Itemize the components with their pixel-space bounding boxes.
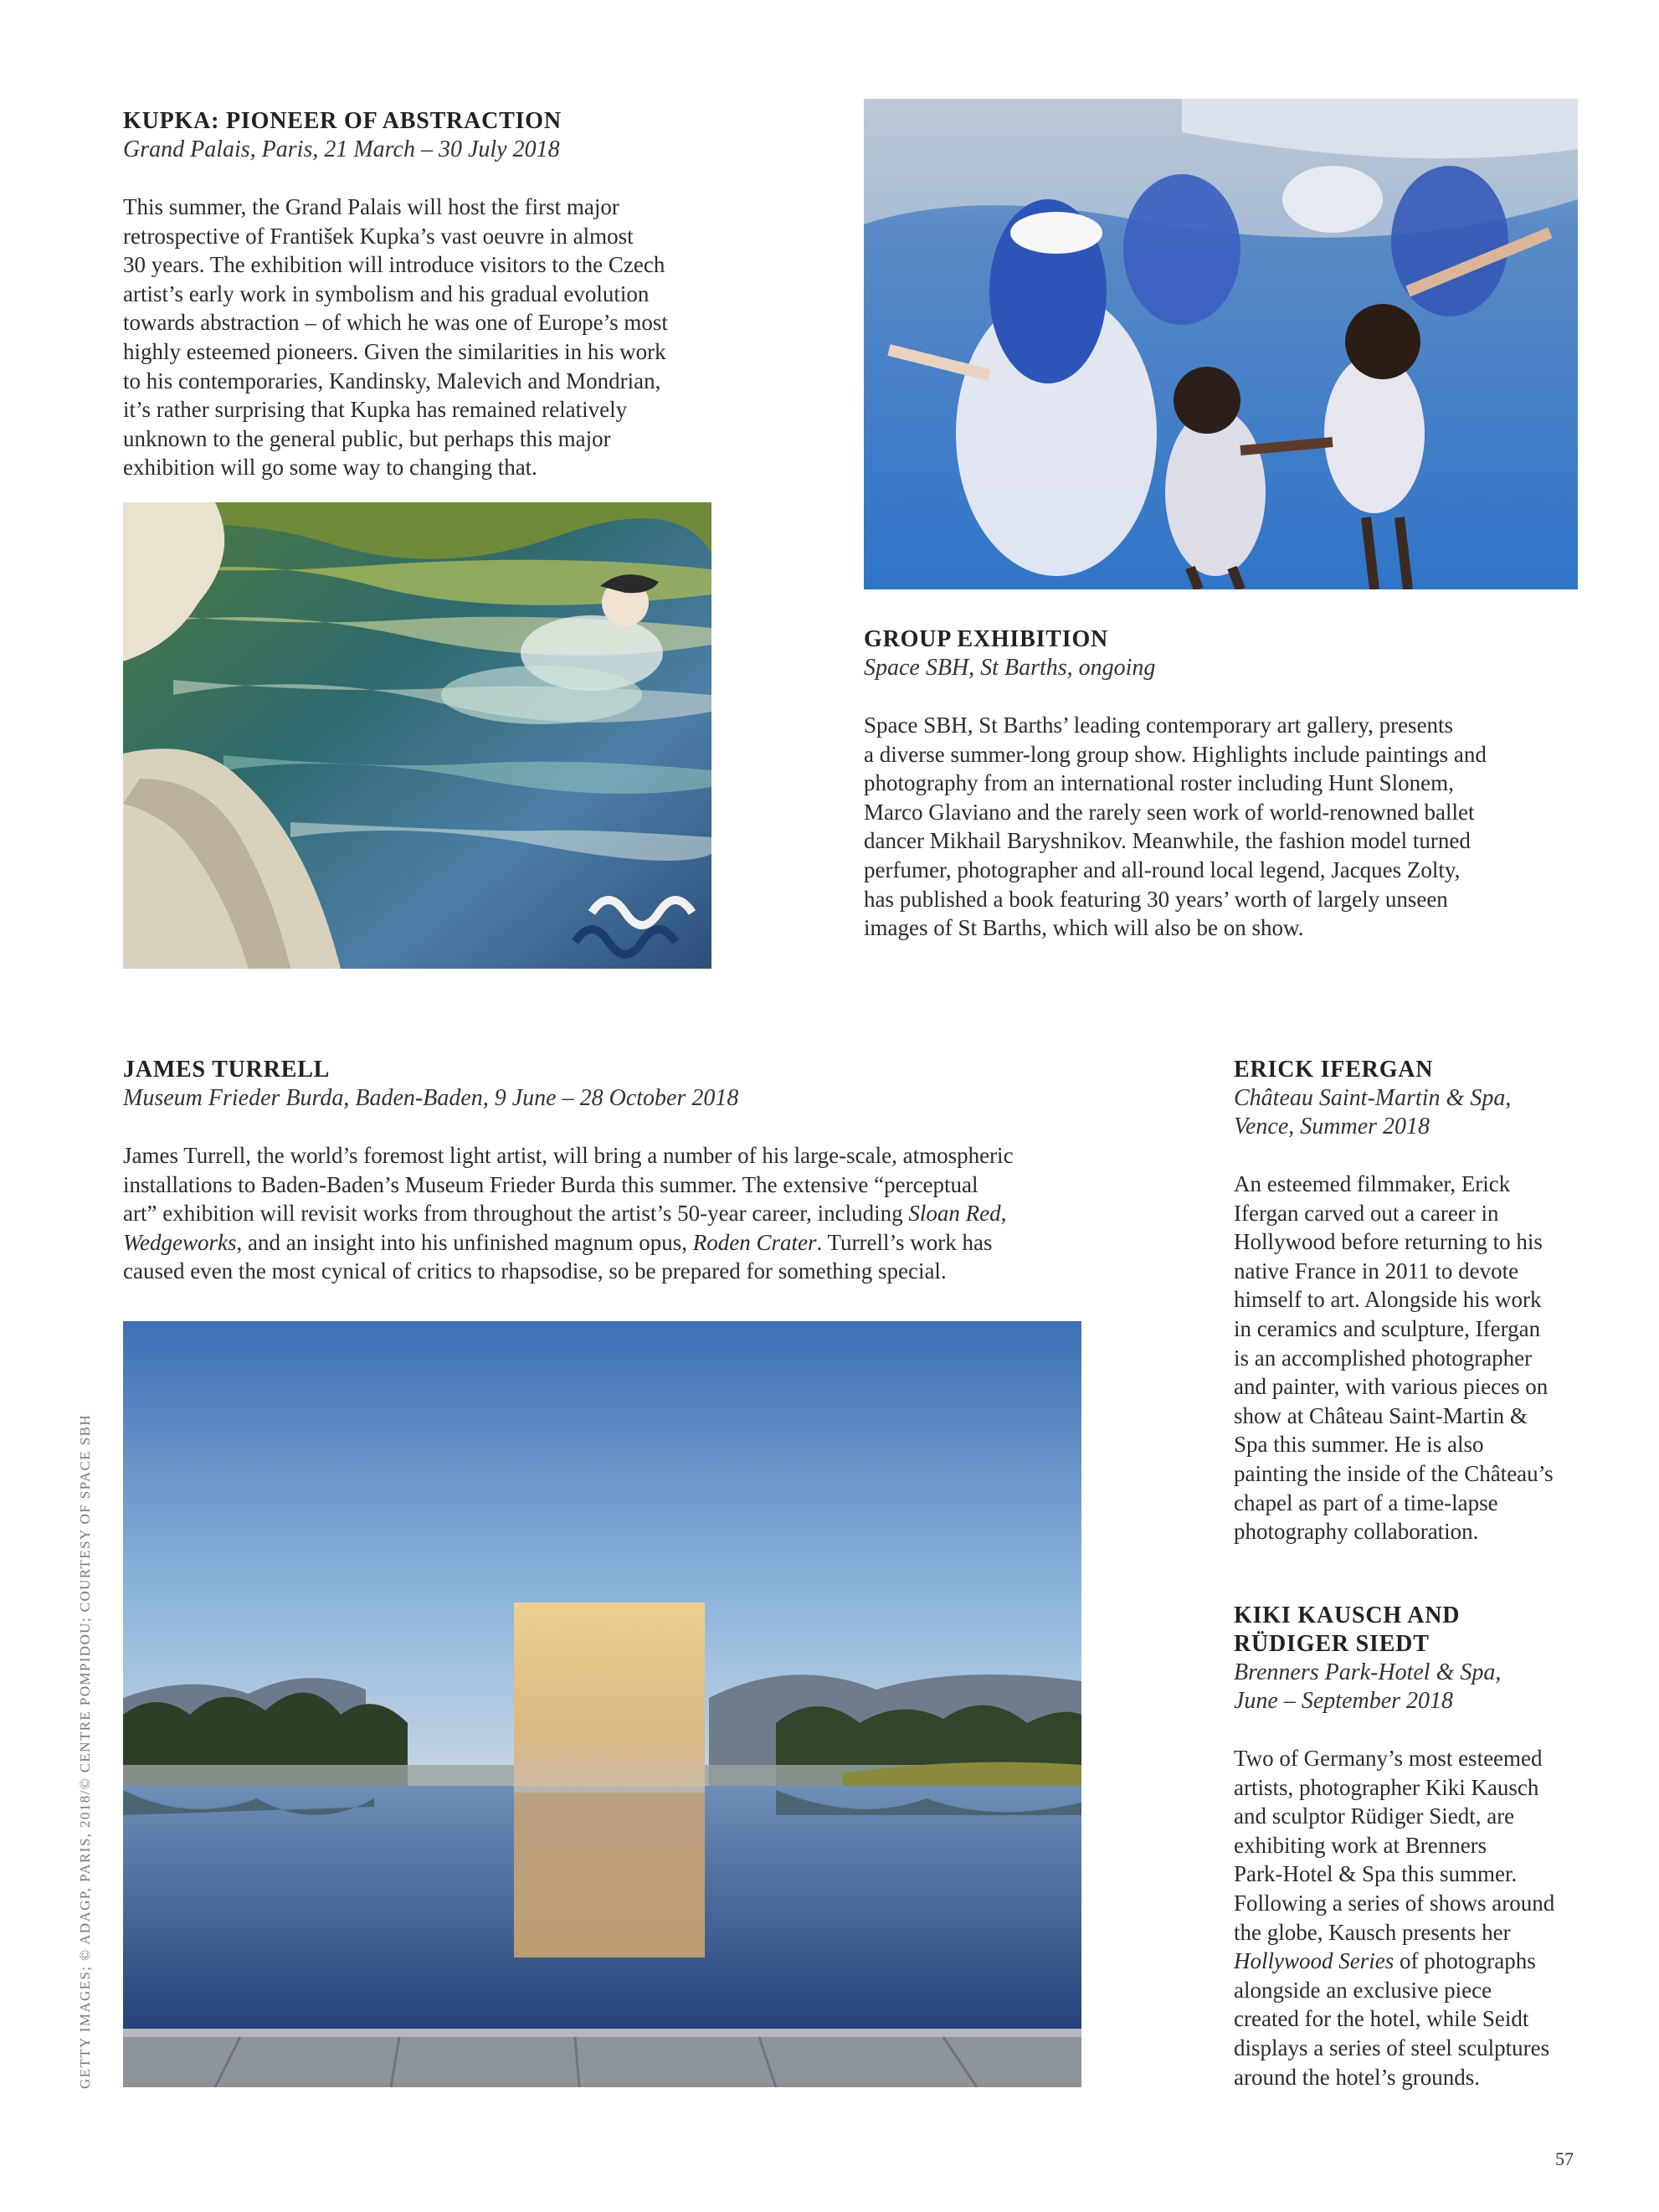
kausch-line: Two of Germany’s most esteemed xyxy=(1234,1746,1543,1771)
kupka-line: towards abstraction – of which he was one of Europe’s most xyxy=(123,310,668,336)
turrell-work-title: Wedgeworks xyxy=(123,1229,237,1255)
turrell-line: , xyxy=(1000,1201,1007,1227)
kausch-line: alongside an exclusive piece xyxy=(1234,1977,1492,2003)
ifergan-line: native France in 2011 to devote xyxy=(1234,1258,1519,1283)
ifergan-subtitle xyxy=(1234,1084,1636,1141)
article-james-turrell xyxy=(123,1056,1127,1286)
kausch-subtitle-line: June – September 2018 xyxy=(1234,1688,1454,1714)
ifergan-subtitle-line: Château Saint-Martin & Spa, xyxy=(1234,1085,1512,1111)
group-subtitle: Space SBH, St Barths, ongoing xyxy=(864,655,1156,681)
article-group-exhibition xyxy=(864,625,1617,943)
kausch-line: created for the hotel, while Seidt xyxy=(1234,2006,1529,2032)
kupka-line: exhibition will go some way to changing that. xyxy=(123,455,537,481)
turrell-line: installations to Baden-Baden’s Museum Frieder Burda this summer. The extensive “perceptual xyxy=(123,1171,978,1197)
group-title: GROUP EXHIBITION xyxy=(864,626,1109,652)
turrell-line: caused even the most cynical of critics to rhapsodise, so be prepared for something special. xyxy=(123,1258,947,1284)
ifergan-line: in ceramics and sculpture, Ifergan xyxy=(1234,1315,1541,1341)
turrell-title: JAMES TURRELL xyxy=(123,1057,331,1083)
ifergan-line: Hollywood before returning to his xyxy=(1234,1229,1543,1255)
kupka-title: KUPKA: PIONEER OF ABSTRACTION xyxy=(123,108,562,134)
kausch-line: artists, photographer Kiki Kausch xyxy=(1234,1774,1539,1800)
kausch-line: displays a series of steel sculptures xyxy=(1234,2035,1550,2060)
group-line: images of St Barths, which will also be on show. xyxy=(864,915,1304,941)
ifergan-line: Spa this summer. He is also xyxy=(1234,1432,1484,1458)
turrell-subtitle: Museum Frieder Burda, Baden-Baden, 9 June – 28 October 2018 xyxy=(123,1085,739,1111)
article-kausch-siedt xyxy=(1234,1602,1636,2091)
kausch-series-title: Hollywood Series xyxy=(1234,1948,1394,1974)
ifergan-line: himself to art. Alongside his work xyxy=(1234,1287,1542,1313)
group-line: perfumer, photographer and all-round local legend, Jacques Zolty, xyxy=(864,857,1461,882)
group-line: dancer Mikhail Baryshnikov. Meanwhile, the fashion model turned xyxy=(864,828,1471,854)
kausch-subtitle-line: Brenners Park-Hotel & Spa, xyxy=(1234,1659,1502,1685)
kausch-body xyxy=(1234,1744,1636,2091)
kausch-title xyxy=(1234,1602,1636,1659)
kupka-line: it’s rather surprising that Kupka has remained relatively xyxy=(123,397,628,423)
kupka-line: 30 years. The exhibition will introduce visitors to the Czech xyxy=(123,252,665,278)
kausch-subtitle xyxy=(1234,1659,1636,1716)
kausch-line: Park-Hotel & Spa this summer. xyxy=(1234,1861,1518,1887)
kausch-title-line: RÜDIGER SIEDT xyxy=(1234,1631,1430,1657)
turrell-installation-image xyxy=(123,1321,1081,2087)
ifergan-subtitle-line: Vence, Summer 2018 xyxy=(1234,1114,1430,1139)
group-line: Space SBH, St Barths’ leading contemporary art gallery, presents xyxy=(864,712,1454,738)
photo-credit: GETTY IMAGES; © ADAGP, PARIS, 2018/© CENTRE POMPIDOU; COURTESY OF SPACE SBH xyxy=(77,1414,93,2089)
ifergan-line: An esteemed filmmaker, Erick xyxy=(1234,1171,1511,1196)
turrell-line: . Turrell’s work has xyxy=(816,1229,993,1255)
turrell-line: James Turrell, the world’s foremost light artist, will bring a number of his large-scale, atmospheric xyxy=(123,1143,1014,1168)
kupka-subtitle: Grand Palais, Paris, 21 March – 30 July 2018 xyxy=(123,136,560,162)
ifergan-line: Ifergan carved out a career in xyxy=(1234,1200,1499,1226)
group-line: a diverse summer-long group show. Highlights include paintings and xyxy=(864,741,1487,767)
kausch-line: exhibiting work at Brenners xyxy=(1234,1832,1487,1858)
kupka-body xyxy=(123,193,742,482)
ifergan-line: and painter, with various pieces on xyxy=(1234,1374,1549,1400)
ifergan-line: show at Château Saint-Martin & xyxy=(1234,1402,1528,1428)
kausch-line: around the hotel’s grounds. xyxy=(1234,2064,1480,2090)
turrell-work-title: Sloan Red xyxy=(908,1201,1001,1227)
kausch-line: Following a series of shows around xyxy=(1234,1890,1555,1916)
group-line: Marco Glaviano and the rarely seen work of world-renowned ballet xyxy=(864,799,1475,825)
ifergan-line: chapel as part of a time-lapse xyxy=(1234,1489,1498,1515)
dancers-photo-image xyxy=(864,99,1578,589)
article-kupka xyxy=(123,107,742,482)
ifergan-body xyxy=(1234,1170,1636,1546)
kupka-line: artist’s early work in symbolism and his gradual evolution xyxy=(123,280,650,306)
ifergan-title: ERICK IFERGAN xyxy=(1234,1057,1434,1083)
turrell-line: , and an insight into his unfinished magnum opus, xyxy=(236,1229,693,1255)
kausch-line: the globe, Kausch presents her xyxy=(1234,1919,1511,1945)
kausch-title-line: KIKI KAUSCH AND xyxy=(1234,1602,1461,1628)
group-body xyxy=(864,711,1617,943)
kausch-line: and sculptor Rüdiger Siedt, are xyxy=(1234,1803,1515,1829)
turrell-work-title: Roden Crater xyxy=(692,1229,817,1255)
kupka-line: highly esteemed pioneers. Given the similarities in his work xyxy=(123,338,666,364)
group-line: has published a book featuring 30 years’ worth of largely unseen xyxy=(864,886,1448,912)
page-number: 57 xyxy=(1555,2148,1574,2169)
ifergan-line: painting the inside of the Château’s xyxy=(1234,1460,1554,1486)
kausch-line: of photographs xyxy=(1394,1948,1536,1974)
ifergan-line: is an accomplished photographer xyxy=(1234,1345,1533,1371)
kupka-line: This summer, the Grand Palais will host the first major xyxy=(123,194,619,219)
article-erick-ifergan xyxy=(1234,1056,1636,1546)
ifergan-line: photography collaboration. xyxy=(1234,1519,1479,1545)
turrell-line: art” exhibition will revisit works from throughout the artist’s 50-year career, including xyxy=(123,1201,909,1227)
kupka-line: retrospective of František Kupka’s vast oeuvre in almost xyxy=(123,223,634,249)
group-line: photography from an international roster including Hunt Slonem, xyxy=(864,770,1454,796)
kupka-painting-image xyxy=(123,502,711,969)
turrell-body xyxy=(123,1141,1127,1286)
kupka-line: unknown to the general public, but perhaps this major xyxy=(123,425,611,451)
kupka-line: to his contemporaries, Kandinsky, Malevich and Mondrian, xyxy=(123,368,661,394)
